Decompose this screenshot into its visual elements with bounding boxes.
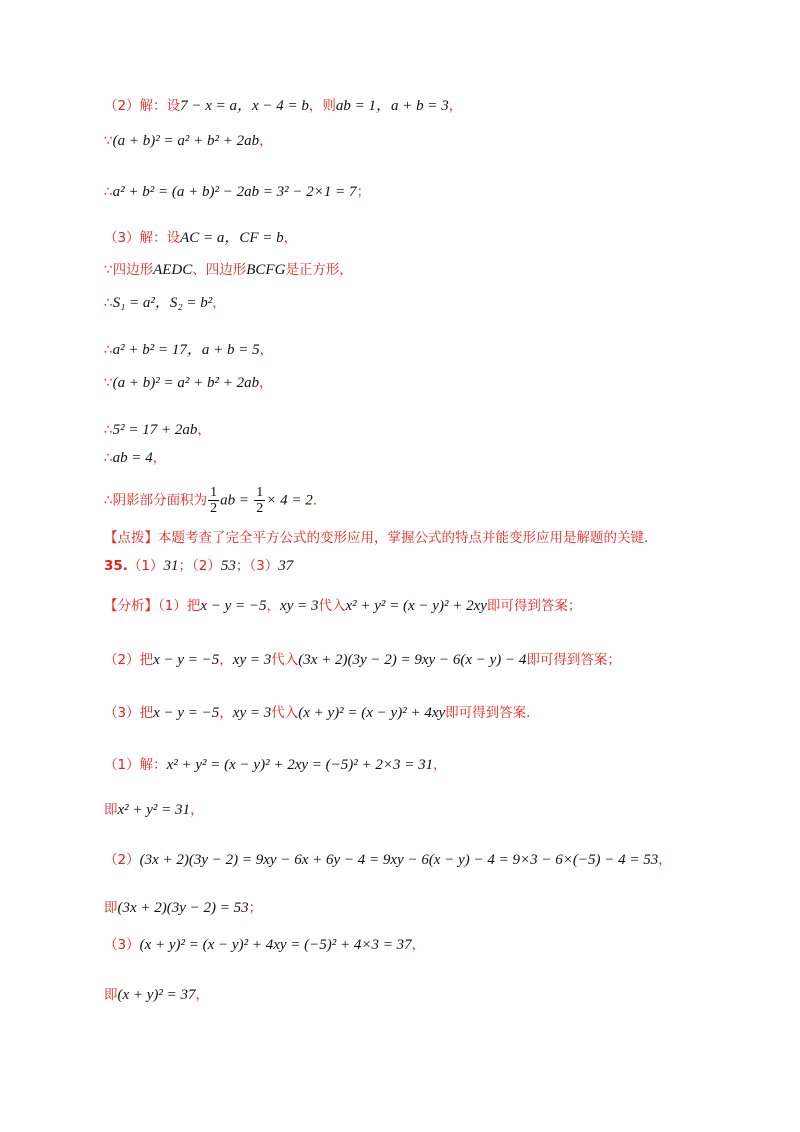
text-fragment: ，: [283, 230, 298, 246]
shaded-prefix: ∴阴影部分面积为: [104, 492, 208, 509]
fraction-one-half-b: [254, 485, 265, 516]
text-fragment: ；: [248, 900, 263, 916]
text-fragment: ，: [219, 705, 233, 721]
math-expression: (a + b)² = a² + b² + 2ab: [112, 133, 260, 149]
solution-line-l8: [104, 373, 273, 393]
text-fragment: （1）: [127, 558, 164, 574]
text-fragment: ，: [219, 652, 233, 668]
fraction-numerator: 1: [210, 485, 218, 500]
math-expression: (x + y)² = (x − y)² + 4xy: [298, 705, 446, 721]
shaded-end: .: [312, 492, 318, 509]
math-expression: a² + b² = 17，a + b = 5: [112, 342, 260, 358]
solution-line-l3: [104, 182, 370, 202]
text-fragment: ，: [195, 987, 210, 1003]
text-fragment: 代入: [271, 705, 299, 721]
text-fragment: （2）解：设: [104, 98, 181, 114]
text-fragment: （3）把: [104, 705, 154, 721]
solution-line-l16: [104, 703, 530, 723]
text-fragment: ，: [152, 450, 167, 466]
solution-line-l4: [104, 228, 297, 248]
text-fragment: ∴: [104, 295, 113, 311]
text-fragment: 即可得到答案.: [445, 705, 531, 721]
text-fragment: ∴: [104, 342, 113, 358]
solution-line-l20: [104, 898, 262, 918]
solution-line-l9: [104, 420, 211, 440]
math-expression: 37: [278, 558, 294, 574]
text-fragment: 代入: [271, 652, 299, 668]
text-fragment: ；: [356, 184, 371, 200]
text-fragment: （3）解：设: [104, 230, 181, 246]
math-expression: x − y = −5: [200, 598, 267, 614]
math-expression: xy = 3: [232, 652, 272, 668]
shaded-mid: ab =: [220, 492, 249, 509]
text-fragment: ，: [259, 133, 273, 149]
text-fragment: ，: [658, 852, 672, 868]
text-fragment: 即: [104, 802, 118, 818]
text-fragment: 【点拨】本题考查了完全平方公式的变形应用，掌握公式的特点并能变形应用是解题的关键.: [104, 530, 649, 546]
text-fragment: ，: [411, 937, 426, 953]
text-fragment: （2）: [104, 852, 140, 868]
text-fragment: 代入: [318, 598, 346, 614]
text-fragment: ，: [190, 802, 204, 818]
text-fragment: 【分析】（1）把: [104, 598, 201, 614]
solution-line-l2: [104, 131, 273, 151]
text-fragment: （1）解：: [104, 757, 167, 773]
text-fragment: 即: [104, 987, 118, 1003]
math-expression: (3x + 2)(3y − 2) = 53: [117, 900, 249, 916]
text-fragment: （3）: [104, 937, 140, 953]
text-fragment: ，: [433, 757, 447, 773]
math-expression: (3x + 2)(3y − 2) = 9xy − 6x + 6y − 4 = 9xy − 6(x − y) − 4 = 9×3 − 6×(−5) − 4 = 53: [139, 852, 659, 868]
math-expression: 7 − x = a，x − 4 = b: [180, 98, 309, 114]
solution-line-l15: [104, 650, 621, 670]
text-fragment: ∴: [104, 422, 113, 438]
solution-line-l7: [104, 340, 273, 360]
text-fragment: 35.: [104, 558, 128, 574]
text-fragment: ，: [448, 98, 463, 114]
math-expression: x² + y² = (x − y)² + 2xy: [345, 598, 487, 614]
text-fragment: ∴: [104, 450, 113, 466]
solution-line-l18: [104, 800, 204, 820]
shaded-area-line: [104, 485, 317, 516]
text-fragment: 即可得到答案；: [526, 652, 621, 668]
text-fragment: ∵: [104, 375, 113, 391]
fraction-one-half-a: [208, 485, 219, 516]
math-expression: (3x + 2)(3y − 2) = 9xy − 6(x − y) − 4: [298, 652, 527, 668]
math-expression: 31: [163, 558, 179, 574]
text-fragment: ，: [212, 295, 226, 311]
text-fragment: 即可得到答案；: [486, 598, 582, 614]
solution-line-l6: [104, 293, 226, 313]
math-expression: AC = a，CF = b: [180, 230, 284, 246]
fraction-denominator: 2: [256, 501, 264, 516]
math-expression: a² + b² = (a + b)² − 2ab = 3² − 2×1 = 7: [112, 184, 357, 200]
text-fragment: ，: [259, 342, 274, 358]
math-expression: 5² = 17 + 2ab: [112, 422, 198, 438]
text-fragment: （2）把: [104, 652, 154, 668]
solution-line-l10: [104, 448, 166, 468]
solution-line-l22: [104, 985, 209, 1005]
math-expression: xy = 3: [280, 598, 319, 614]
math-expression: (a + b)² = a² + b² + 2ab: [112, 375, 260, 391]
math-expression: x − y = −5: [153, 652, 220, 668]
math-expression: xy = 3: [232, 705, 272, 721]
text-fragment: ，则: [308, 98, 336, 114]
text-fragment: ，: [266, 598, 281, 614]
fraction-numerator: 1: [256, 485, 264, 500]
solution-line-l1: [104, 96, 462, 116]
text-fragment: 即: [104, 900, 118, 916]
math-expression: ab = 1，a + b = 3: [335, 98, 449, 114]
text-fragment: ，: [197, 422, 211, 438]
text-fragment: ∵四边形: [104, 262, 154, 278]
math-expression: 53: [220, 558, 236, 574]
solution-line-l13: [104, 556, 293, 576]
text-fragment: ；（3）: [235, 558, 279, 574]
math-expression: AEDC: [153, 262, 193, 278]
math-expression: x² + y² = (x − y)² + 2xy = (−5)² + 2×3 = 31: [166, 757, 434, 773]
text-fragment: 是正方形，: [285, 262, 353, 278]
solution-line-l14: [104, 596, 581, 616]
text-fragment: 、四边形: [192, 262, 247, 278]
math-expression: (x + y)² = (x − y)² + 4xy = (−5)² + 4×3 = 37: [139, 937, 412, 953]
solution-line-l21: [104, 935, 425, 955]
text-fragment: ；（2）: [178, 558, 221, 574]
text-fragment: ∴: [104, 184, 113, 200]
fraction-denominator: 2: [210, 501, 218, 516]
math-expression: ab = 4: [112, 450, 153, 466]
text-fragment: ，: [259, 375, 273, 391]
solution-line-l19: [104, 850, 672, 870]
math-expression: BCFG: [246, 262, 286, 278]
text-fragment: ∵: [104, 133, 113, 149]
math-expression: x − y = −5: [153, 705, 220, 721]
math-expression: (x + y)² = 37: [117, 987, 196, 1003]
solution-line-l5: [104, 260, 353, 280]
shaded-tail: × 4 = 2: [266, 492, 313, 509]
math-expression: S₁ = a²，S₂ = b²: [112, 295, 213, 311]
solution-line-l12: [104, 528, 648, 548]
solution-line-l17: [104, 755, 447, 775]
math-expression: x² + y² = 31: [117, 802, 191, 818]
